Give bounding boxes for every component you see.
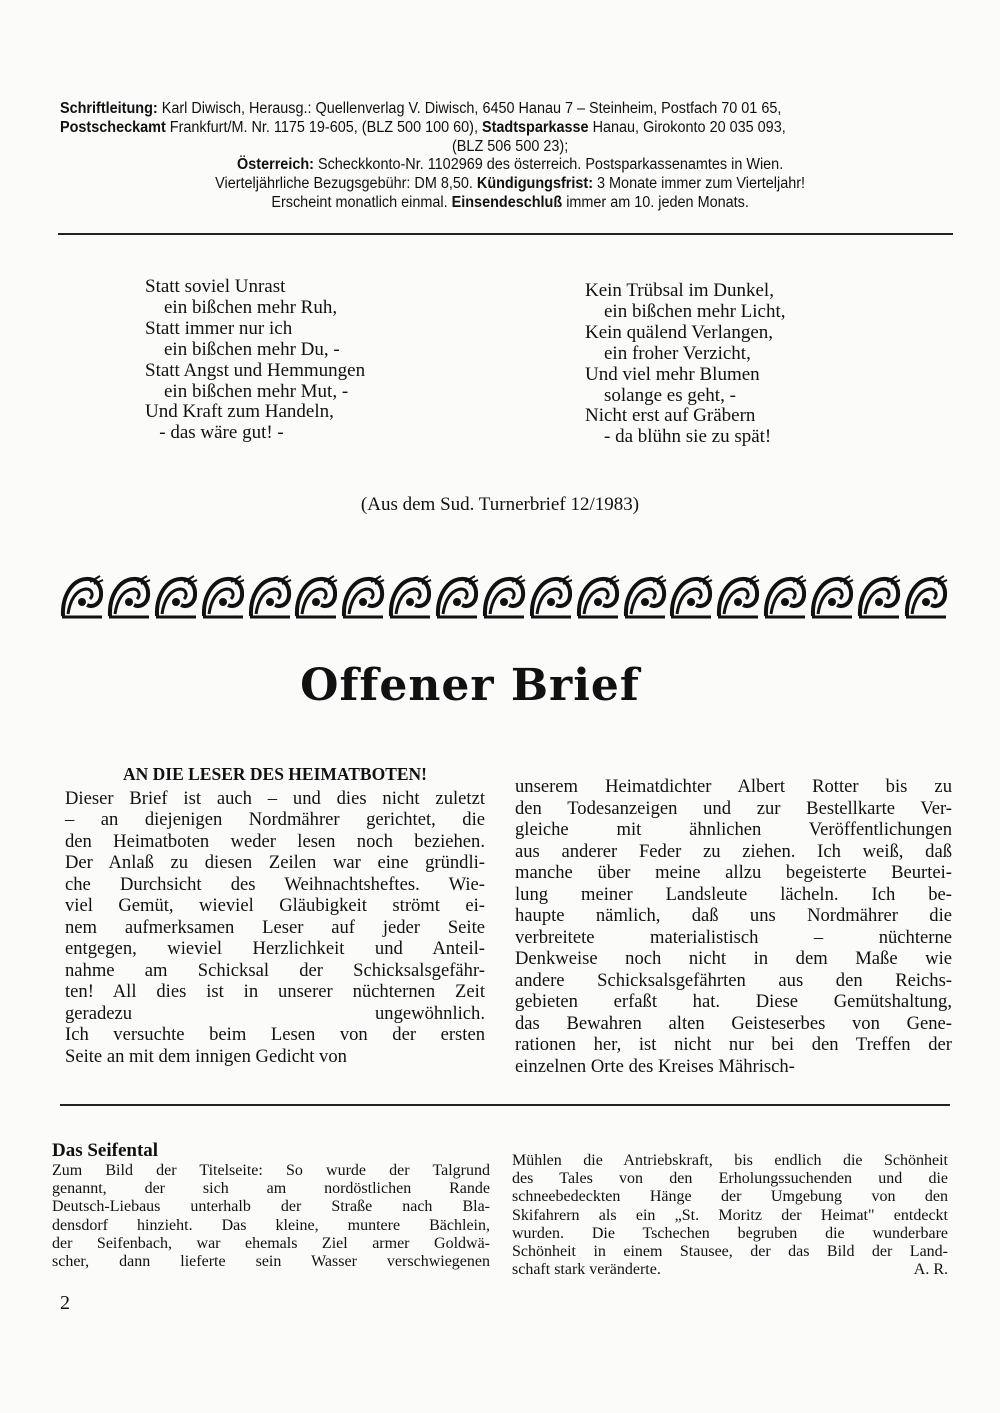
label: Schriftleitung: bbox=[60, 100, 158, 117]
label: Kündigungsfrist: bbox=[476, 175, 594, 193]
text-line: andere Schicksalsgefährten aus den Reichs- bbox=[515, 969, 952, 991]
text-line: Mühlen die Antriebskraft, bis endlich die Schönheit bbox=[512, 1152, 948, 1169]
label: Österreich: bbox=[237, 156, 314, 174]
text-line: Dieser Brief ist auch – und dies nicht zuletzt bbox=[65, 787, 485, 809]
text-line: scher, dann lieferte sein Wasser verschwiegenen bbox=[52, 1253, 490, 1271]
text-line: lung meiner Landsleute lächeln. Ich be- bbox=[515, 883, 952, 905]
divider bbox=[60, 1104, 950, 1106]
article-left-column bbox=[65, 764, 485, 1067]
masthead-line: (BLZ 506 500 23); bbox=[452, 137, 569, 155]
ornament-icon bbox=[482, 574, 526, 620]
text-line: Zum Bild der Titelseite: So wurde der Talgrund bbox=[52, 1162, 490, 1179]
text-line: Skifahrern als ein „St. Moritz der Heimat" entdeckt bbox=[512, 1206, 948, 1224]
text-line: Denkweise noch nicht in dem Maße wie bbox=[515, 948, 952, 969]
text-line: che Durchsicht des Weihnachtsheftes. Wie- bbox=[65, 873, 485, 895]
text-line: Deutsch-Liebaus unterhalb der Straße nach Bla- bbox=[52, 1198, 490, 1216]
text-line: nahme am Schicksal der Schicksalsgefähr- bbox=[65, 959, 485, 981]
seifental-left-column bbox=[52, 1140, 490, 1271]
masthead bbox=[60, 100, 960, 213]
ornament-icon bbox=[763, 574, 807, 620]
text-line: gleiche mit ähnlichen Veröffentlichungen bbox=[515, 819, 952, 840]
text-line: schaft stark veränderte. bbox=[512, 1261, 661, 1279]
ornament-icon bbox=[716, 574, 760, 620]
divider bbox=[58, 233, 953, 235]
text-line: – an diejenigen Nordmährer gerichtet, die bbox=[65, 809, 485, 830]
article-right-column bbox=[515, 776, 952, 1077]
label: Stadtsparkasse bbox=[482, 118, 589, 136]
text-line: wurden. Die Tschechen begruben die wunderbare bbox=[512, 1224, 948, 1242]
text: 3 Monate immer zum Vierteljahr! bbox=[593, 175, 806, 193]
ornament-icon bbox=[388, 574, 432, 620]
text-line: rationen her, ist nicht nur bei den Treffen der bbox=[515, 1034, 952, 1055]
text: Karl Diwisch, Herausg.: Quellenverlag V. Diwisch, 6450 Hanau 7 – Steinheim, Postfach 70 01 65, bbox=[157, 100, 782, 117]
label: Einsendeschluß bbox=[451, 193, 563, 211]
text-line: einzelnen Orte des Kreises Mährisch- bbox=[515, 1055, 795, 1077]
text: Hanau, Girokonto 20 035 093, bbox=[588, 118, 786, 136]
text-line: gebieten erfaßt hat. Diese Gemütshaltung, bbox=[515, 991, 952, 1012]
text-line: Ich versuchte beim Lesen von der ersten bbox=[65, 1024, 485, 1045]
text-line: manche über meine allzu begeisterte Beurtei- bbox=[515, 862, 952, 883]
text: Vierteljährliche Bezugsgebühr: DM 8,50. bbox=[215, 175, 477, 193]
label: Postscheckamt bbox=[60, 118, 166, 136]
ornament-icon bbox=[294, 574, 338, 620]
masthead-line bbox=[60, 119, 960, 138]
text-line: des Tales von den Erholungssuchenden und die bbox=[512, 1170, 948, 1188]
text-line: unserem Heimatdichter Albert Rotter bis zu bbox=[515, 776, 952, 797]
article-heading: AN DIE LESER DES HEIMATBOTEN! bbox=[122, 764, 428, 784]
ornament-icon bbox=[623, 574, 667, 620]
masthead-line bbox=[60, 175, 960, 194]
text-line: densdorf hinzieht. Das kleine, muntere Bächlein, bbox=[52, 1216, 490, 1234]
ornament-icon bbox=[435, 574, 479, 620]
ornament-icon bbox=[857, 574, 901, 620]
article-title: Offener Brief bbox=[300, 660, 640, 711]
ornament-icon bbox=[576, 574, 620, 620]
text-line: Seite an mit dem innigen Gedicht von bbox=[65, 1045, 347, 1067]
ornament-icon bbox=[154, 574, 198, 620]
ornament-icon bbox=[107, 574, 151, 620]
poem-left: Statt soviel Unrast ein bißchen mehr Ruh, Statt immer nur ich ein bißchen mehr Du, - Statt Angst und Hemmungen ein bißchen mehr Mut, - Und Kraft zum Handeln, - das wäre gut! - bbox=[145, 276, 366, 444]
text-line: ten! All dies ist in unserer nüchternen Zeit bbox=[65, 981, 485, 1002]
text-line: der Seifenbach, war ehemals Ziel armer Goldwä- bbox=[52, 1234, 490, 1252]
text-line: entgegen, wieviel Herzlichkeit und Anteil- bbox=[65, 938, 485, 959]
masthead-line bbox=[60, 156, 960, 175]
text-line: aus anderer Feder zu ziehen. Ich weiß, daß bbox=[515, 840, 952, 862]
ornament-border bbox=[60, 574, 948, 622]
author-signature: A. R. bbox=[913, 1261, 948, 1278]
text-line: das Bewahren alten Geisteserbes von Gene- bbox=[515, 1012, 952, 1034]
masthead-line bbox=[60, 100, 960, 119]
ornament-icon bbox=[810, 574, 854, 620]
ornament-icon bbox=[904, 574, 948, 620]
text-line: genannt, der sich am nordöstlichen Rande bbox=[52, 1180, 490, 1198]
text-line: viel Gemüt, wieviel Gläubigkeit strömt ei- bbox=[65, 895, 485, 916]
seifental-right-column bbox=[512, 1152, 948, 1279]
text-line: verbreitete materialistisch – nüchterne bbox=[515, 926, 952, 948]
seifental-heading: Das Seifental bbox=[52, 1140, 159, 1161]
text-line: schneebedeckten Hänge der Umgebung von den bbox=[512, 1188, 948, 1206]
text-line: nem aufmerksamen Leser auf jeder Seite bbox=[65, 916, 485, 938]
poem-source: (Aus dem Sud. Turnerbrief 12/1983) bbox=[360, 494, 640, 515]
text: Scheckkonto-Nr. 1102969 des österreich. Postsparkassenamtes in Wien. bbox=[313, 156, 784, 174]
ornament-icon bbox=[341, 574, 385, 620]
ornament-icon bbox=[529, 574, 573, 620]
text: immer am 10. jeden Monats. bbox=[562, 193, 749, 211]
text: Erscheint monatlich einmal. bbox=[271, 193, 452, 211]
page-number: 2 bbox=[60, 1292, 70, 1314]
text-line: Schönheit in einem Stausee, der das Bild der Land- bbox=[512, 1243, 948, 1261]
ornament-icon bbox=[201, 574, 245, 620]
text-line: den Todesanzeigen und zur Bestellkarte Ver- bbox=[515, 797, 952, 819]
ornament-icon bbox=[60, 574, 104, 620]
masthead-line bbox=[60, 194, 960, 213]
text: Frankfurt/M. Nr. 1175 19-605, (BLZ 500 100 60), bbox=[165, 118, 483, 136]
ornament-icon bbox=[248, 574, 292, 620]
text-line: geradezu ungewöhnlich. bbox=[65, 1002, 485, 1024]
text-line: den Heimatboten weder lesen noch beziehen. bbox=[65, 830, 485, 852]
poem-right: Kein Trübsal im Dunkel, ein bißchen mehr Licht, Kein quälend Verlangen, ein froher Verzicht, Und viel mehr Blumen solange es geht, - Nicht erst auf Gräbern - da blühn sie zu spät! bbox=[585, 280, 786, 448]
text-line: Der Anlaß zu diesen Zeilen war eine gründli- bbox=[65, 852, 485, 873]
ornament-icon bbox=[669, 574, 713, 620]
text-line: haupte nämlich, daß uns Nordmährer die bbox=[515, 905, 952, 926]
